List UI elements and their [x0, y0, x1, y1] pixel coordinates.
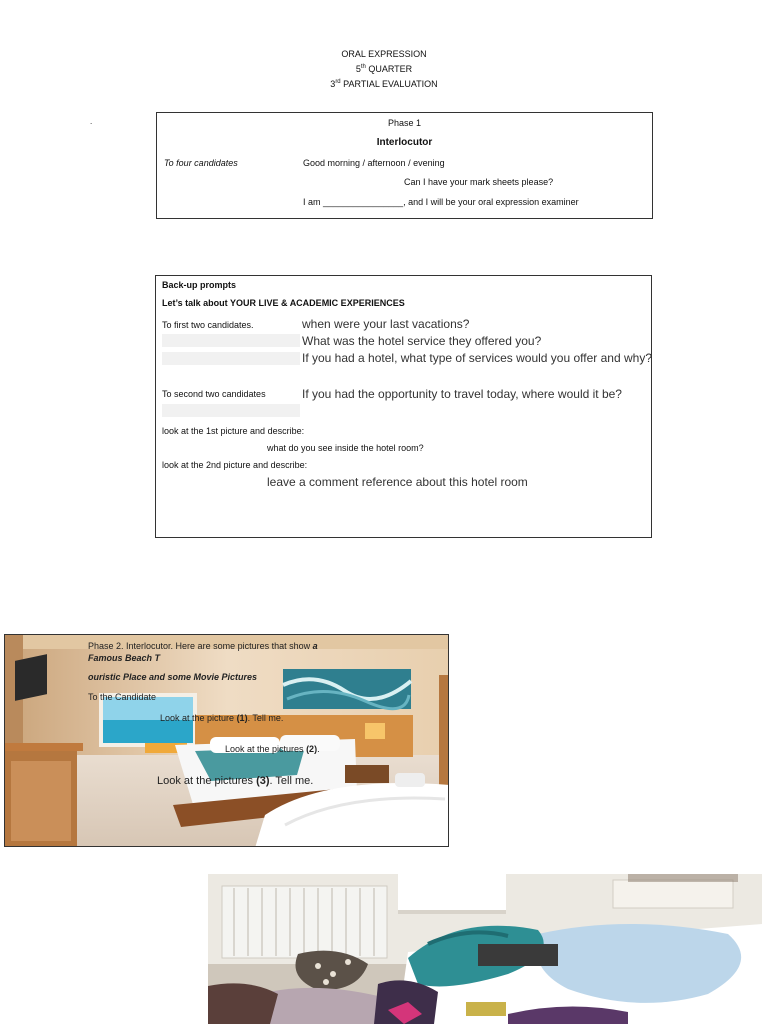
picture-2-question: leave a comment reference about this hotel room — [267, 475, 528, 489]
phase2-line1: Phase 2. Interlocutor. Here are some pictures that show a — [88, 641, 318, 651]
shade-row — [162, 334, 300, 347]
to-the-candidate: To the Candidate — [88, 692, 157, 702]
examiner-intro: I am ________________, and I will be your oral expression examiner — [303, 197, 579, 207]
hotel-room-illustration — [5, 635, 449, 847]
shade-row — [162, 352, 300, 365]
interlocutor-heading: Interlocutor — [376, 137, 433, 148]
first-two-candidates: To first two candidates. — [162, 320, 254, 330]
phase1-box — [156, 112, 653, 219]
picture-2-instruction: look at the 2nd picture and describe: — [162, 460, 308, 470]
second-two-candidates: To second two candidates — [162, 389, 266, 399]
header-evaluation: 3rd PARTIAL EVALUATION — [330, 79, 438, 89]
phase2-line3: ouristic Place and some Movie Pictures — [88, 672, 258, 682]
picture-1-question: what do you see inside the hotel room? — [267, 443, 424, 453]
question-3: If you had a hotel, what type of services would you offer and why? — [302, 351, 652, 365]
greeting-text: Good morning / afternoon / evening — [303, 158, 445, 168]
question-1: when were your last vacations? — [302, 317, 470, 331]
messy-bedroom-illustration — [208, 874, 762, 1024]
header-title: ORAL EXPRESSION — [341, 49, 427, 59]
shade-row — [162, 404, 300, 417]
phase1-title: Phase 1 — [387, 118, 422, 128]
backup-prompts-box — [155, 275, 652, 538]
messy-bedroom-photo — [208, 874, 762, 1024]
picture-1-instruction: look at the 1st picture and describe: — [162, 426, 305, 436]
document-header — [0, 48, 768, 91]
look-picture-3: Look at the pictures (3). Tell me. — [157, 775, 314, 787]
look-picture-2: Look at the pictures (2). — [225, 744, 320, 754]
backup-title: Back-up prompts — [162, 280, 237, 290]
backup-subtitle: Let’s talk about YOUR LIVE & ACADEMIC EXPERIENCES — [162, 298, 405, 308]
stray-dot: . — [90, 117, 93, 126]
hotel-room-photo — [4, 634, 449, 847]
to-four-candidates: To four candidates — [164, 158, 238, 168]
mark-sheets-text: Can I have your mark sheets please? — [404, 177, 554, 187]
look-picture-1: Look at the picture (1). Tell me. — [160, 713, 284, 723]
question-2: What was the hotel service they offered you? — [302, 334, 542, 348]
phase2-line2: Famous Beach T — [88, 653, 161, 663]
header-quarter: 5th QUARTER — [355, 64, 413, 74]
question-4: If you had the opportunity to travel today, where would it be? — [302, 387, 622, 401]
